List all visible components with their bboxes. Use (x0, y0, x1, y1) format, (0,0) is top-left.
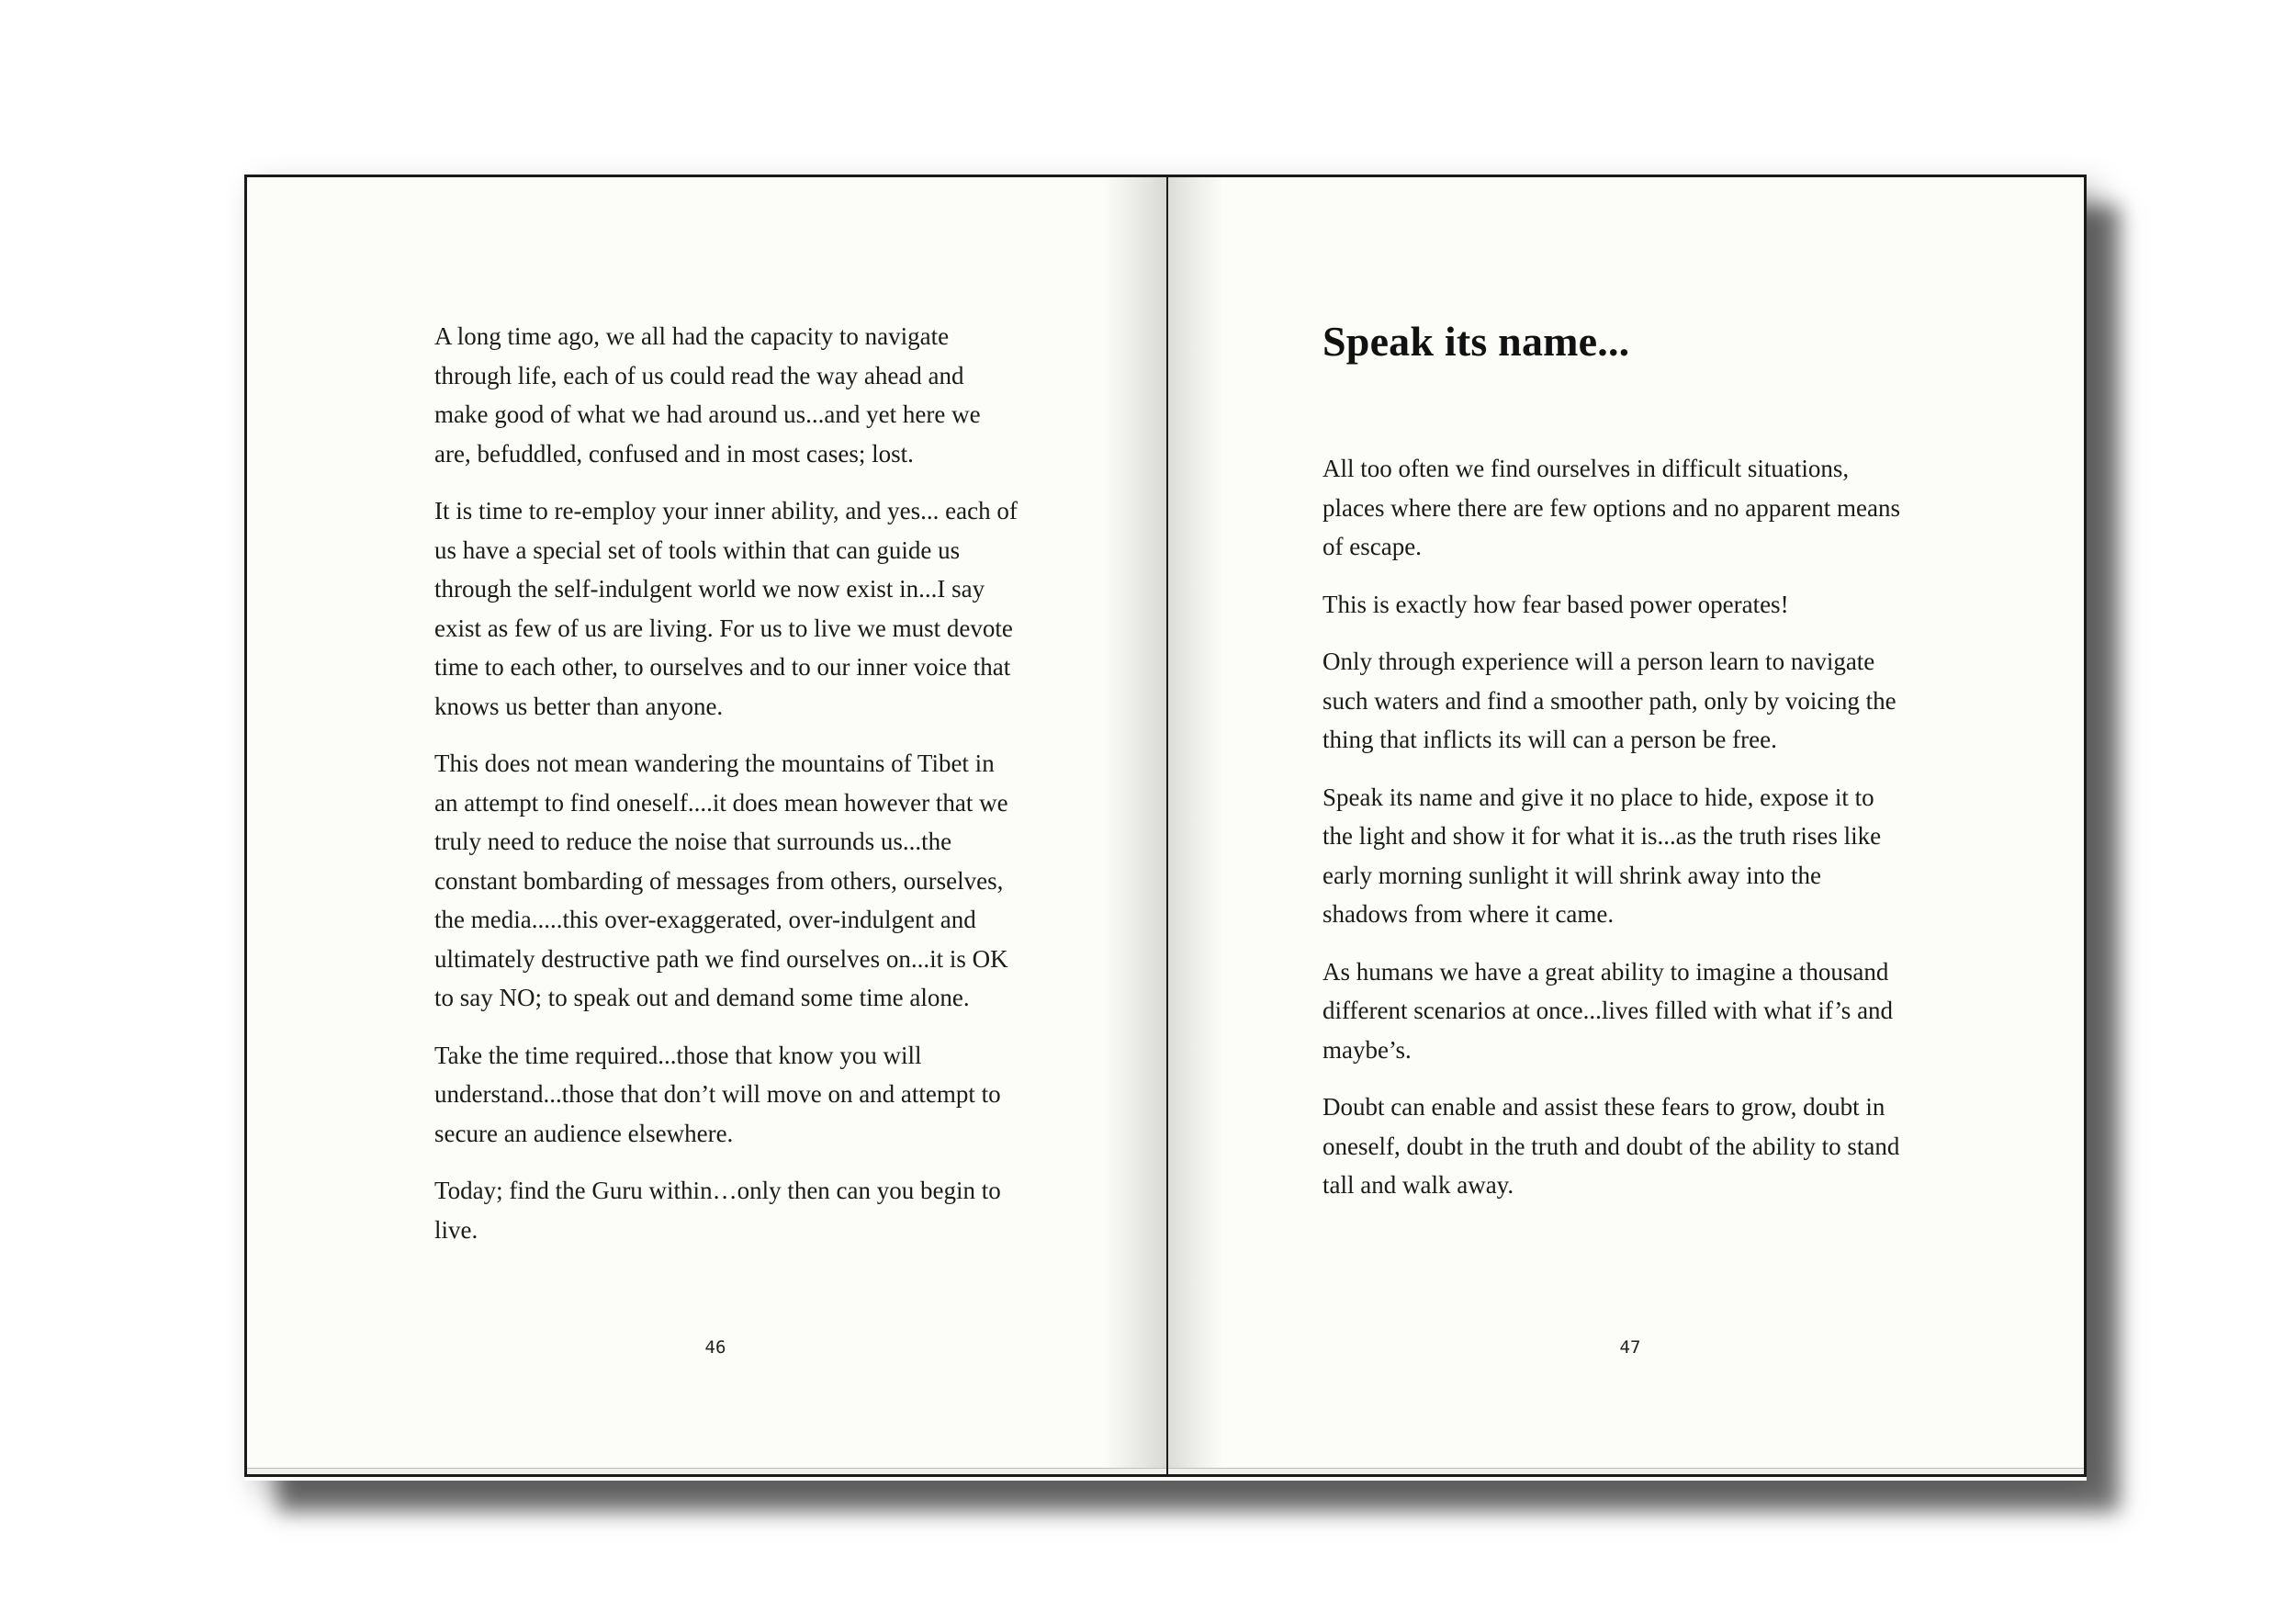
right-paragraph-6: Doubt can enable and assist these fears to grow, doubt in oneself, doubt in the truth and doubt of the ability to stand tall and walk away. (1322, 1093, 1900, 1199)
open-book (244, 175, 2087, 1481)
chapter-heading: Speak its name... (1322, 318, 1630, 365)
right-paragraph-5: As humans we have a great ability to imagine a thousand different scenarios at once...lives filled with what if’s and maybe’s. (1322, 957, 1894, 1064)
left-paragraph-4: Take the time required...those that know you will understand...those that don’t will move on and attempt to secure an audience elsewhere. (434, 1041, 1001, 1147)
left-page-body (434, 317, 1022, 1268)
right-paragraph-4: Speak its name and give it no place to hide, expose it to the light and show it for what it is...as the truth rises like early morning sunlight it will shrink away into the shadows from where it came. (1322, 783, 1882, 928)
right-page-body (1322, 449, 1910, 1223)
left-paragraph-1: A long time ago, we all had the capacity to navigate through life, each of us could read the way ahead and make good of what we had around us...and yet here we are, befuddled, confused and in most cases; lost. (434, 322, 981, 468)
right-page-number: 47 (1619, 1337, 1641, 1358)
gutter-shadow-right (1168, 177, 1223, 1474)
left-page-number: 46 (704, 1337, 726, 1358)
right-page-bottom-edge (1168, 1468, 2084, 1474)
left-paragraph-2: It is time to re-employ your inner ability, and yes... each of us have a special set of tools within that can guide us through the self-indulgent world we now exist in...I say exist as few of us are living. For us to live we must devote time to each other, to ourselves and to our inner voice that knows us better than anyone. (434, 497, 1018, 720)
right-page (1166, 175, 2087, 1477)
left-paragraph-3: This does not mean wandering the mountains of Tibet in an attempt to find oneself....it does mean however that we truly need to reduce the noise that surrounds us...the constant bombarding of messages from others, ourselves, the media.....this over-exaggerated, over-indulgent and ultimately destructive path we find ourselves on...it is OK to say NO; to speak out and demand some time alone. (434, 750, 1008, 1011)
gutter-shadow-left (1102, 177, 1166, 1474)
right-paragraph-1: All too often we find ourselves in difficult situations, places where there are few options and no apparent means of escape. (1322, 455, 1900, 560)
right-paragraph-3: Only through experience will a person learn to navigate such waters and find a smoother path, only by voicing the thing that inflicts its will can a person be free. (1322, 648, 1896, 753)
left-page-bottom-edge (247, 1468, 1166, 1474)
right-paragraph-2: This is exactly how fear based power operates! (1322, 590, 1789, 618)
left-paragraph-5: Today; find the Guru within…only then can you begin to live. (434, 1177, 1001, 1244)
left-page (244, 175, 1168, 1477)
